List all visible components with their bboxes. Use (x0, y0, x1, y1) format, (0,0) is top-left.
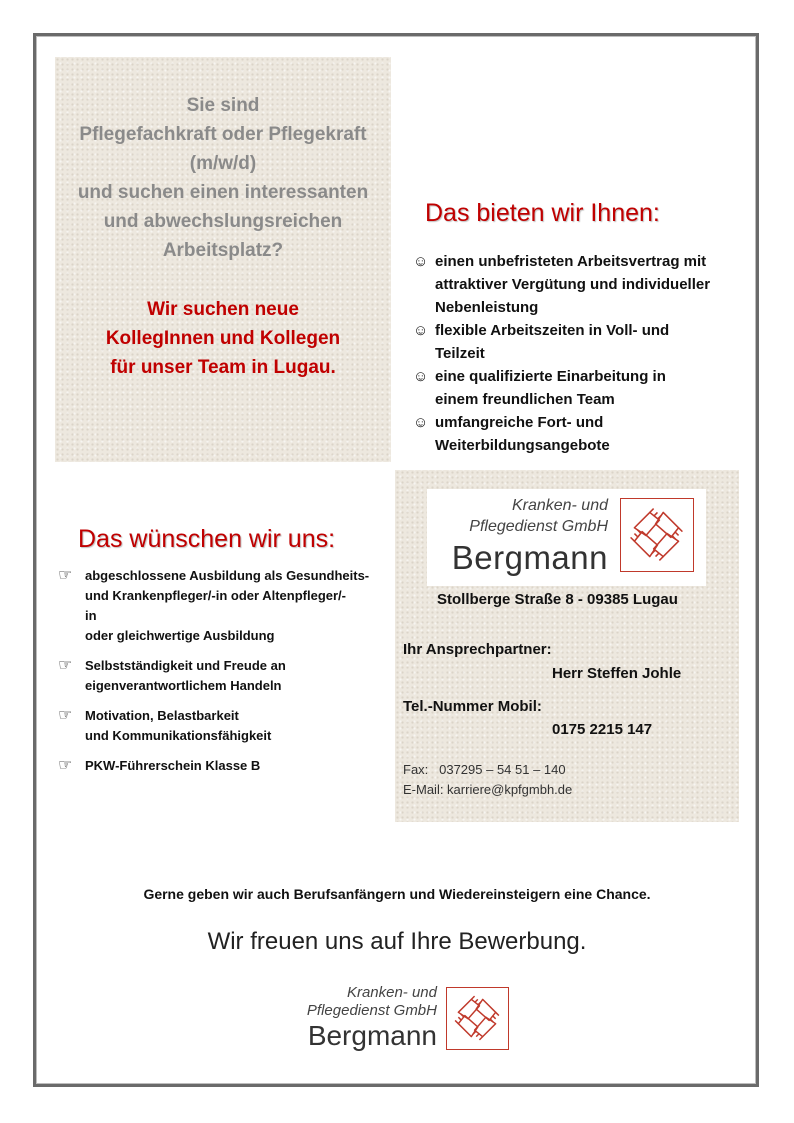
offer-item (413, 411, 713, 457)
logo-line: Kranken- und (346, 984, 437, 1001)
contact-person-label: Ihr Ansprechpartner: (403, 641, 552, 658)
hands-logo-icon (620, 498, 694, 572)
wish-item (58, 756, 388, 776)
logo-line: Pflegedienst GmbH (469, 518, 608, 535)
intro-line: Pflegefachkraft oder Pflegekraft (79, 124, 367, 145)
pointing-hand-icon: ☞ (58, 757, 73, 774)
wish-line: oder gleichwertige Ausbildung (85, 628, 275, 643)
wish-line: PKW-Führerschein Klasse B (85, 758, 261, 773)
contact-box (395, 470, 739, 822)
phone-number: 0175 2215 147 (552, 721, 653, 738)
offer-item-text: einen unbefristeten Arbeitsvertrag mit attraktiver Vergütung und individueller Nebenleistung (435, 253, 711, 316)
hands-logo-icon (446, 987, 509, 1050)
call-line: für unser Team in Lugau. (110, 357, 336, 378)
intro-line: Arbeitsplatz? (162, 240, 284, 261)
offer-item-text: umfangreiche Fort- und Weiterbildungsangebote (435, 414, 610, 454)
pointing-hand-icon: ☞ (58, 567, 73, 584)
offer-item (413, 319, 713, 365)
offer-item-text: eine qualifizierte Einarbeitung in einem freundlichen Team (435, 368, 666, 408)
phone-label: Tel.-Nummer Mobil: (403, 698, 542, 715)
chance-statement: Gerne geben wir auch Berufsanfängern und Wiedereinsteigern eine Chance. (143, 886, 651, 902)
wish-line: Motivation, Belastbarkeit (85, 708, 239, 723)
wish-line: Selbstständigkeit und Freude an (85, 658, 286, 673)
offer-item-text: flexible Arbeitszeiten in Voll- und Teilzeit (435, 322, 670, 362)
offer-item (413, 250, 713, 319)
wish-line: und Krankenpfleger/-in oder Altenpfleger/- (85, 588, 346, 603)
intro-line: und suchen einen interessanten (77, 182, 369, 203)
company-address: Stollberge Straße 8 - 09385 Lugau (437, 591, 678, 608)
smiley-icon: ☺ (413, 322, 429, 339)
contact-person-name: Herr Steffen Johle (552, 665, 682, 682)
intro-line: (m/w/d) (189, 153, 257, 174)
email-address[interactable]: E-Mail: karriere@kpfgmbh.de (403, 782, 573, 797)
offer-heading: Das bieten wir Ihnen: (425, 199, 660, 227)
wish-item (58, 656, 388, 696)
smiley-icon: ☺ (413, 368, 429, 385)
closing-statement: Wir freuen uns auf Ihre Bewerbung. (207, 928, 587, 955)
wish-line: in (85, 608, 97, 623)
smiley-icon: ☺ (413, 414, 429, 431)
logo-line: Kranken- und (511, 497, 608, 514)
footer-logo (287, 978, 515, 1058)
wish-line: eigenverantwortlichem Handeln (85, 678, 282, 693)
wish-heading: Das wünschen wir uns: (78, 525, 336, 553)
intro-line: Sie sind (186, 95, 260, 116)
smiley-icon: ☺ (413, 253, 429, 270)
intro-box (55, 57, 391, 462)
wish-line: und Kommunikationsfähigkeit (85, 728, 272, 743)
company-logo (427, 489, 706, 586)
logo-line: Pflegedienst GmbH (306, 1002, 437, 1019)
pointing-hand-icon: ☞ (58, 707, 73, 724)
wish-item (58, 706, 388, 746)
logo-wordmark: Bergmann (451, 539, 608, 576)
fax-number: Fax: 037295 – 54 51 – 140 (403, 762, 566, 777)
wish-list (58, 566, 388, 786)
call-line: KollegInnen und Kollegen (105, 328, 341, 349)
call-line: Wir suchen neue (147, 299, 299, 320)
offer-item (413, 365, 713, 411)
intro-line: und abwechslungsreichen (103, 211, 343, 232)
wish-item (58, 566, 388, 646)
offer-list (413, 250, 713, 457)
wish-line: abgeschlossene Ausbildung als Gesundheits- (85, 568, 370, 583)
logo-wordmark: Bergmann (307, 1020, 437, 1051)
pointing-hand-icon: ☞ (58, 657, 73, 674)
